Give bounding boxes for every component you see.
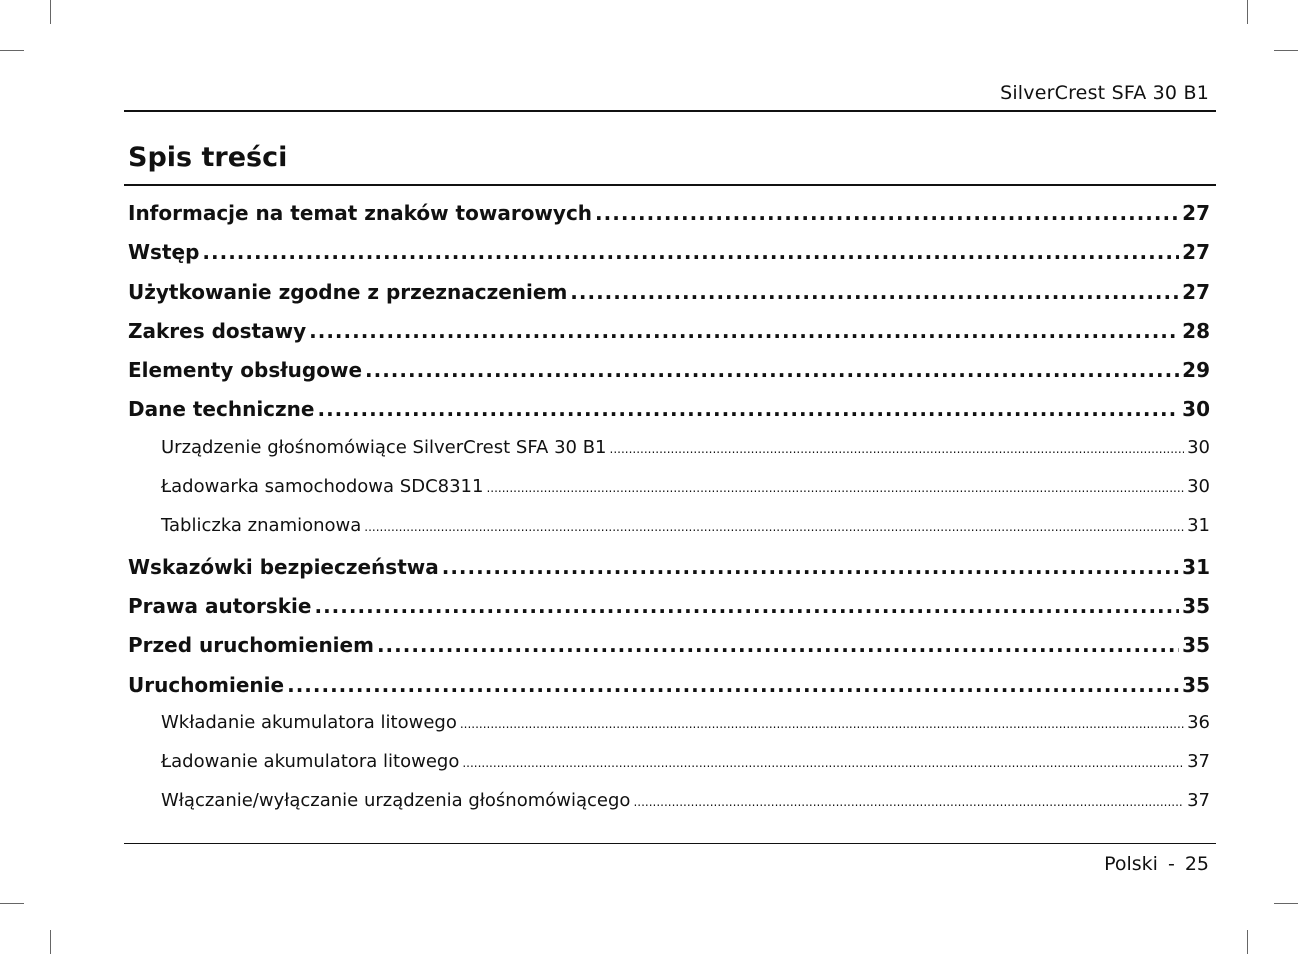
toc-entry[interactable] [128, 240, 1210, 279]
toc-entry[interactable] [128, 397, 1210, 436]
toc-entry-page: 30 [1187, 436, 1210, 458]
toc-entry[interactable] [128, 712, 1210, 751]
toc-dot-leader [202, 240, 1179, 264]
toc-entry-page: 35 [1182, 593, 1210, 618]
toc-entry-page: 35 [1182, 672, 1210, 697]
toc-entry[interactable] [128, 201, 1210, 240]
toc-entry-page: 35 [1182, 633, 1210, 658]
crop-mark [1247, 0, 1248, 24]
toc-entry-label: Wstęp [128, 240, 200, 265]
crop-mark [50, 0, 51, 24]
toc-entry-label: Informacje na temat znaków towarowych [128, 201, 593, 225]
toc-dot-leader [317, 397, 1179, 421]
crop-mark [1274, 50, 1298, 51]
toc-dot-leader [462, 751, 1184, 772]
toc-entry-label: Ładowarka samochodowa SDC8311 [161, 476, 484, 498]
toc-entry-label: Uruchomienie [128, 672, 285, 697]
toc-dot-leader [442, 555, 1179, 579]
toc-dot-leader [365, 358, 1179, 382]
toc-dot-leader [633, 790, 1184, 811]
toc-entry[interactable] [128, 358, 1210, 397]
toc-entry-label: Ładowanie akumulatora litowego [161, 751, 460, 773]
toc-dot-leader [377, 633, 1179, 657]
toc-entry-label: Użytkowanie zgodne z przeznaczeniem [128, 279, 568, 304]
toc-dot-leader [595, 201, 1179, 225]
toc-entry-page: 27 [1182, 201, 1210, 225]
toc-entry[interactable] [128, 673, 1210, 712]
toc-entry[interactable] [128, 280, 1210, 319]
toc-entry-page: 28 [1182, 318, 1210, 343]
crop-mark [1274, 903, 1298, 904]
toc-dot-leader [460, 712, 1184, 733]
toc-entry-page: 37 [1187, 751, 1210, 773]
toc-entry-label: Włączanie/wyłączanie urządzenia głośnomówiącego [161, 790, 631, 812]
toc-entry-page: 30 [1187, 476, 1210, 498]
crop-mark [1247, 930, 1248, 954]
page-title: Spis treści [128, 142, 288, 173]
crop-mark [0, 903, 24, 904]
toc-dot-leader [287, 673, 1179, 697]
toc-entry-label: Prawa autorskie [128, 593, 312, 618]
toc-entry[interactable] [128, 437, 1210, 476]
crop-mark [0, 50, 24, 51]
toc-entry-label: Przed uruchomieniem [128, 633, 374, 658]
toc-entry[interactable] [128, 594, 1210, 633]
header-rule [124, 110, 1216, 112]
toc-entry-page: 31 [1182, 554, 1210, 579]
page-footer [1104, 853, 1209, 875]
running-header: SilverCrest SFA 30 B1 [1000, 82, 1209, 104]
toc-entry-page: 27 [1182, 240, 1210, 265]
toc-entry-label: Dane techniczne [128, 397, 315, 422]
toc-entry-label: Zakres dostawy [128, 318, 307, 343]
toc-dot-leader [309, 319, 1179, 343]
toc-entry-page: 27 [1182, 279, 1210, 304]
toc-entry-page: 29 [1182, 358, 1210, 383]
toc-dot-leader [610, 437, 1185, 458]
toc-dot-leader [314, 594, 1179, 618]
toc-entry[interactable] [128, 319, 1210, 358]
crop-mark [50, 930, 51, 954]
footer-page-number: 25 [1184, 853, 1209, 875]
toc-dot-leader [570, 280, 1179, 304]
toc-entry-label: Tabliczka znamionowa [161, 515, 362, 537]
toc-entry-label: Wskazówki bezpieczeństwa [128, 554, 439, 579]
footer-separator: - [1167, 853, 1175, 875]
footer-rule [124, 843, 1216, 844]
toc-entry-label: Urządzenie głośnomówiące SilverCrest SFA 30 B1 [161, 436, 607, 458]
toc-dot-leader [364, 515, 1184, 536]
toc-entry-page: 31 [1187, 515, 1210, 537]
toc-entry[interactable] [128, 751, 1210, 790]
toc-entry-page: 36 [1187, 711, 1210, 733]
table-of-contents [128, 201, 1210, 830]
title-rule [124, 184, 1216, 186]
toc-entry-label: Elementy obsługowe [128, 358, 363, 383]
toc-entry[interactable] [128, 633, 1210, 672]
footer-language: Polski [1104, 853, 1158, 875]
toc-entry-page: 37 [1187, 790, 1210, 812]
toc-entry[interactable] [128, 555, 1210, 594]
toc-dot-leader [486, 476, 1184, 497]
toc-entry[interactable] [128, 790, 1210, 829]
toc-entry-label: Wkładanie akumulatora litowego [161, 711, 457, 733]
toc-entry-page: 30 [1182, 397, 1210, 422]
toc-entry[interactable] [128, 476, 1210, 515]
toc-entry[interactable] [128, 515, 1210, 554]
